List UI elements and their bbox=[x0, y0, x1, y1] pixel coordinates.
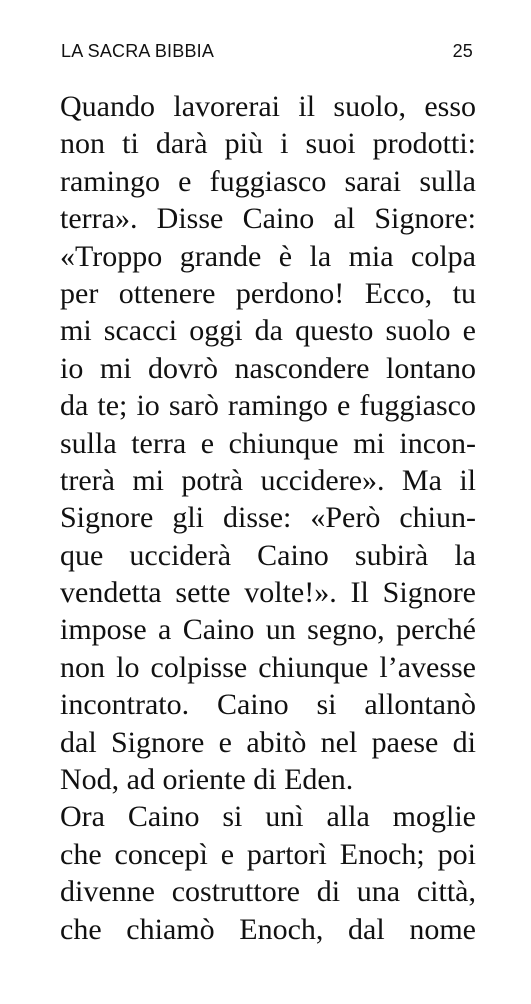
text-line: que ucciderà Caino subirà la bbox=[60, 538, 476, 572]
text-line: «Troppo grande è la mia colpa bbox=[60, 239, 476, 273]
book-title: LA SACRA BIBBIA bbox=[61, 41, 215, 61]
text-line: non ti darà più i suoi prodotti: bbox=[60, 127, 476, 161]
text-line: che concepì e partorì Enoch; poi bbox=[60, 837, 476, 871]
text-line: Quando lavorerai il suolo, esso bbox=[60, 90, 476, 123]
running-header bbox=[61, 41, 473, 65]
text-line: Signore gli disse: «Però chiun- bbox=[60, 501, 476, 535]
text-line: per ottenere perdono! Ecco, tu bbox=[60, 276, 476, 310]
text-line: impose a Caino un segno, perché bbox=[60, 613, 476, 647]
text-line: sulla terra e chiunque mi incon- bbox=[60, 426, 476, 460]
page-number: 25 bbox=[452, 41, 473, 61]
text-line: Ora Caino si unì alla moglie bbox=[60, 800, 476, 834]
text-line: incontrato. Caino si allontanò bbox=[60, 688, 476, 722]
body-text bbox=[60, 88, 476, 948]
text-line: trerà mi potrà uccidere». Ma il bbox=[60, 463, 476, 497]
text-line: terra». Disse Caino al Signore: bbox=[60, 202, 476, 236]
text-line: che chiamò Enoch, dal nome bbox=[60, 912, 476, 946]
text-line: da te; io sarò ramingo e fuggiasco bbox=[60, 389, 476, 423]
text-line: dal Signore e abitò nel paese di bbox=[60, 725, 476, 759]
text-line: non lo colpisse chiunque l’avesse bbox=[60, 650, 476, 684]
text-line: divenne costruttore di una città, bbox=[60, 875, 476, 909]
text-line: Nod, ad oriente di Eden. bbox=[60, 763, 354, 797]
text-line: io mi dovrò nascondere lontano bbox=[60, 351, 476, 385]
text-line: ramingo e fuggiasco sarai sulla bbox=[60, 164, 476, 198]
text-line: vendetta sette volte!». Il Signore bbox=[60, 576, 476, 610]
text-line: mi scacci oggi da questo suolo e bbox=[60, 314, 476, 348]
